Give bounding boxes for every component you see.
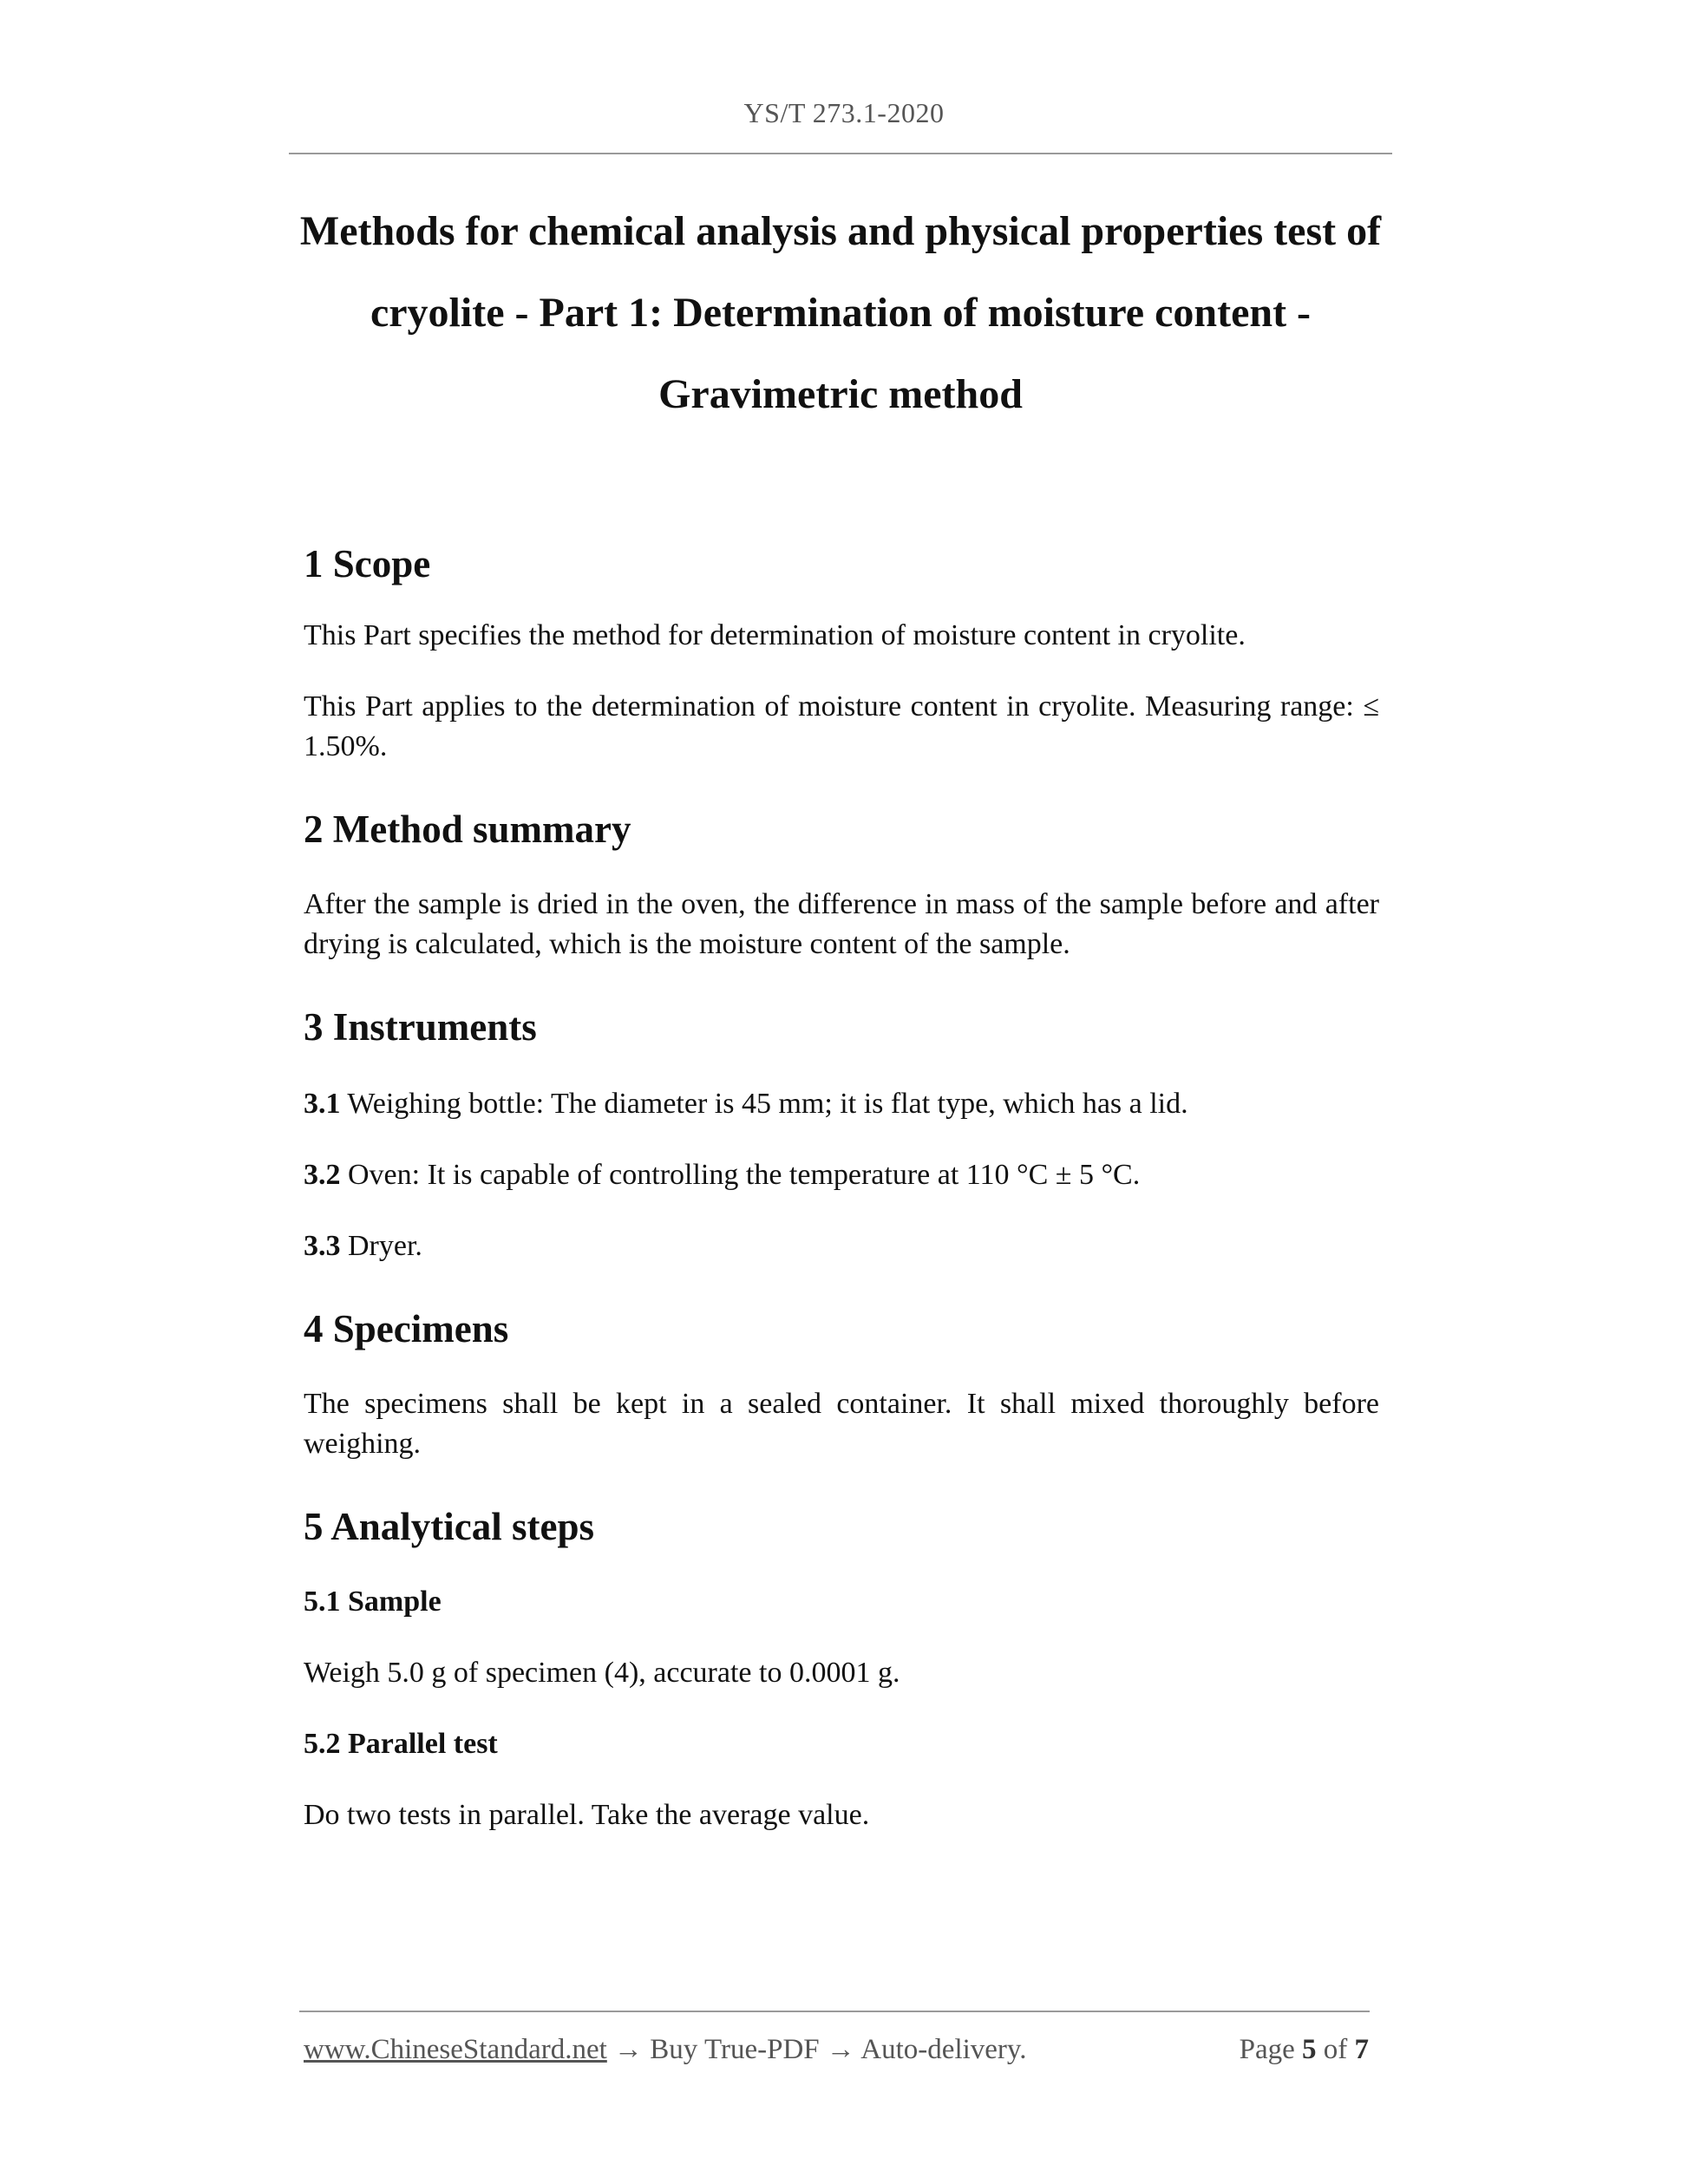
instrument-item-text: Dryer. [340, 1230, 422, 1262]
footer-promo-text: → Buy True-PDF → Auto-delivery. [606, 2034, 1027, 2065]
document-body [304, 538, 1379, 1835]
scope-paragraph-1: This Part specifies the method for determination of moisture content in cryolite. [304, 619, 1246, 651]
section-heading-specimens: 4 Specimens [304, 1307, 509, 1350]
parallel-test-paragraph: Do two tests in parallel. Take the average value. [304, 1799, 870, 1831]
instrument-item-number: 3.1 [304, 1088, 341, 1120]
page-of-label: of [1323, 2034, 1348, 2065]
title-line-3: Gravimetric method [658, 371, 1023, 417]
instrument-item [304, 1226, 1379, 1266]
document-title [289, 191, 1392, 435]
instrument-item-number: 3.2 [304, 1159, 341, 1191]
specimens-paragraph: The specimens shall be kept in a sealed container. It shall mixed thoroughly before weighing. [304, 1388, 1379, 1460]
section-heading-instruments: 3 Instruments [304, 1005, 537, 1049]
header-divider [289, 153, 1392, 154]
instrument-item-text: Weighing bottle: The diameter is 45 mm; it is flat type, which has a lid. [340, 1088, 1188, 1120]
instrument-item [304, 1155, 1379, 1195]
instrument-item-number: 3.3 [304, 1230, 341, 1262]
footer-divider [299, 2011, 1370, 2012]
page-current: 5 [1302, 2034, 1317, 2065]
title-line-1: Methods for chemical analysis and physical properties test of [299, 208, 1382, 254]
footer-promo [304, 2030, 1027, 2070]
scope-paragraph-2: This Part applies to the determination of moisture content in cryolite. Measuring range: ≤ 1.50%. [304, 690, 1379, 762]
method-summary-paragraph: After the sample is dried in the oven, the difference in mass of the sample before and after drying is calculated, which is the moisture content of the sample. [304, 888, 1379, 960]
page-total: 7 [1354, 2034, 1369, 2065]
instrument-item-text: Oven: It is capable of controlling the temperature at 110 °C ± 5 °C. [340, 1159, 1141, 1191]
page-label: Page [1239, 2034, 1295, 2065]
title-line-2: cryolite - Part 1: Determination of moisture content - [370, 290, 1312, 336]
sample-paragraph: Weigh 5.0 g of specimen (4), accurate to 0.0001 g. [304, 1657, 900, 1689]
website-link[interactable]: www.ChineseStandard.net [304, 2034, 607, 2065]
subsection-heading-sample: 5.1 Sample [304, 1586, 442, 1618]
section-heading-method-summary: 2 Method summary [304, 808, 631, 851]
instrument-item [304, 1084, 1379, 1124]
section-heading-analytical-steps: 5 Analytical steps [304, 1505, 595, 1548]
section-heading-scope: 1 Scope [304, 542, 431, 585]
page-number [1240, 2030, 1369, 2070]
subsection-heading-parallel-test: 5.2 Parallel test [304, 1728, 498, 1760]
page-header-code: YS/T 273.1-2020 [743, 97, 945, 128]
